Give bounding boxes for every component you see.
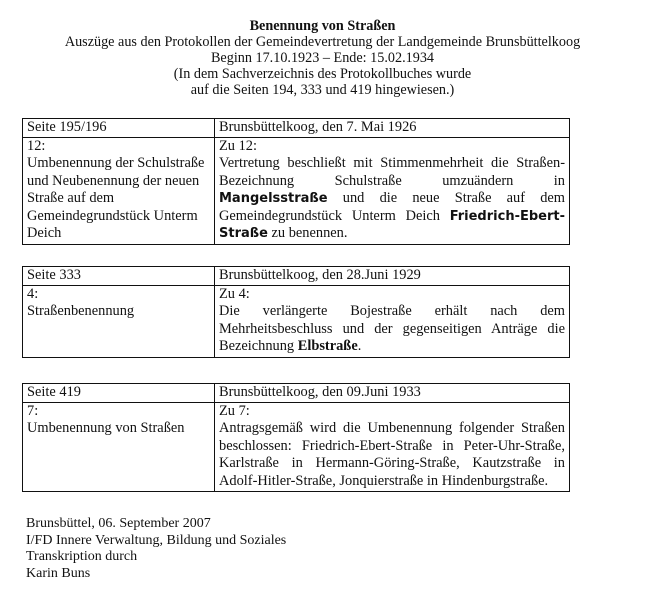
header-line-4: auf die Seiten 194, 333 und 419 hingewiesen.): [190, 82, 455, 98]
document-footer: [26, 516, 286, 582]
resolution-text-part: Vertretung beschließt mit Stimmenmehrheit die Straßen-Bezeichnung Schulstraße umzuändern in: [219, 155, 565, 189]
page-reference: Seite 195/196: [23, 119, 215, 138]
resolution-label: Zu 4:: [219, 285, 250, 302]
resolution-label: Zu 12:: [219, 137, 257, 154]
agenda-topic: Umbenennung von Straßen: [27, 420, 185, 436]
table-row: [23, 402, 570, 492]
agenda-item-number: 4:: [27, 285, 39, 302]
resolution-text-part: und die neue Straße auf dem Gemeindegrundstück Unterm Deich: [219, 190, 565, 224]
table-header-row: [23, 267, 570, 286]
resolution-cell: [215, 285, 570, 357]
meeting-date: Brunsbüttelkoog, den 7. Mai 1926: [215, 119, 570, 138]
header-line-3: (In dem Sachverzeichnis des Protokollbuches wurde: [173, 66, 472, 82]
footer-place-date: Brunsbüttel, 06. September 2007: [26, 516, 211, 531]
new-street-name: Mangelsstraße: [219, 191, 328, 206]
table-header-row: [23, 384, 570, 403]
resolution-cell: [215, 137, 570, 244]
footer-author: Karin Buns: [26, 565, 91, 581]
resolution-text: [219, 155, 565, 243]
page-reference: Seite 419: [23, 384, 215, 403]
new-street-name: Elbstraße: [297, 338, 358, 354]
footer-transcription: Transkription durch: [26, 549, 138, 564]
resolution-text: Antragsgemäß wird die Umbenennung folgender Straßen beschlossen: Friedrich-Ebert-Straße in Peter-Uhr-Straße, Karlstraße in Hermann-Göring-Straße, Kautzstraße in Adolf-Hitler-Straße, Jonquierstraße in Hindenburgstraße.: [219, 420, 565, 489]
resolution-text-part: zu benennen.: [267, 225, 348, 241]
page-reference: Seite 333: [23, 267, 215, 286]
header-line-2: Beginn 17.10.1923 – Ende: 15.02.1934: [210, 50, 435, 66]
agenda-topic: Straßenbenennung: [27, 303, 135, 319]
table-row: [23, 137, 570, 244]
meeting-date: Brunsbüttelkoog, den 09.Juni 1933: [215, 384, 570, 403]
meeting-date: Brunsbüttelkoog, den 28.Juni 1929: [215, 267, 570, 286]
header-line-1: Auszüge aus den Protokollen der Gemeindevertretung der Landgemeinde Brunsbüttelkoog: [64, 34, 581, 50]
resolution-text: [219, 303, 565, 356]
new-street-name: Friedrich-Ebert-Straße: [219, 208, 565, 241]
protocol-table-3: [22, 383, 570, 492]
protocol-table-1: [22, 118, 570, 245]
document-header: [0, 18, 645, 98]
agenda-cell: [23, 402, 215, 492]
agenda-cell: [23, 137, 215, 244]
table-header-row: [23, 119, 570, 138]
document-title: Benennung von Straßen: [249, 18, 396, 34]
protocol-table-2: [22, 266, 570, 358]
agenda-item-number: 12:: [27, 137, 46, 154]
agenda-item-number: 7:: [27, 402, 39, 419]
resolution-label: Zu 7:: [219, 402, 250, 419]
table-row: [23, 285, 570, 357]
resolution-text-part: Die verlängerte Bojestraße erhält nach dem Mehrheitsbeschluss und der gegenseitigen Anträge die Bezeichnung: [219, 303, 565, 354]
resolution-text-part: .: [357, 338, 362, 354]
agenda-topic: Umbenennung der Schulstraße und Neubenennung der neuen Straße auf dem Gemeindegrundstück Unterm Deich: [27, 155, 205, 241]
resolution-cell: [215, 402, 570, 492]
agenda-cell: [23, 285, 215, 357]
footer-department: I/FD Innere Verwaltung, Bildung und Soziales: [26, 532, 287, 548]
